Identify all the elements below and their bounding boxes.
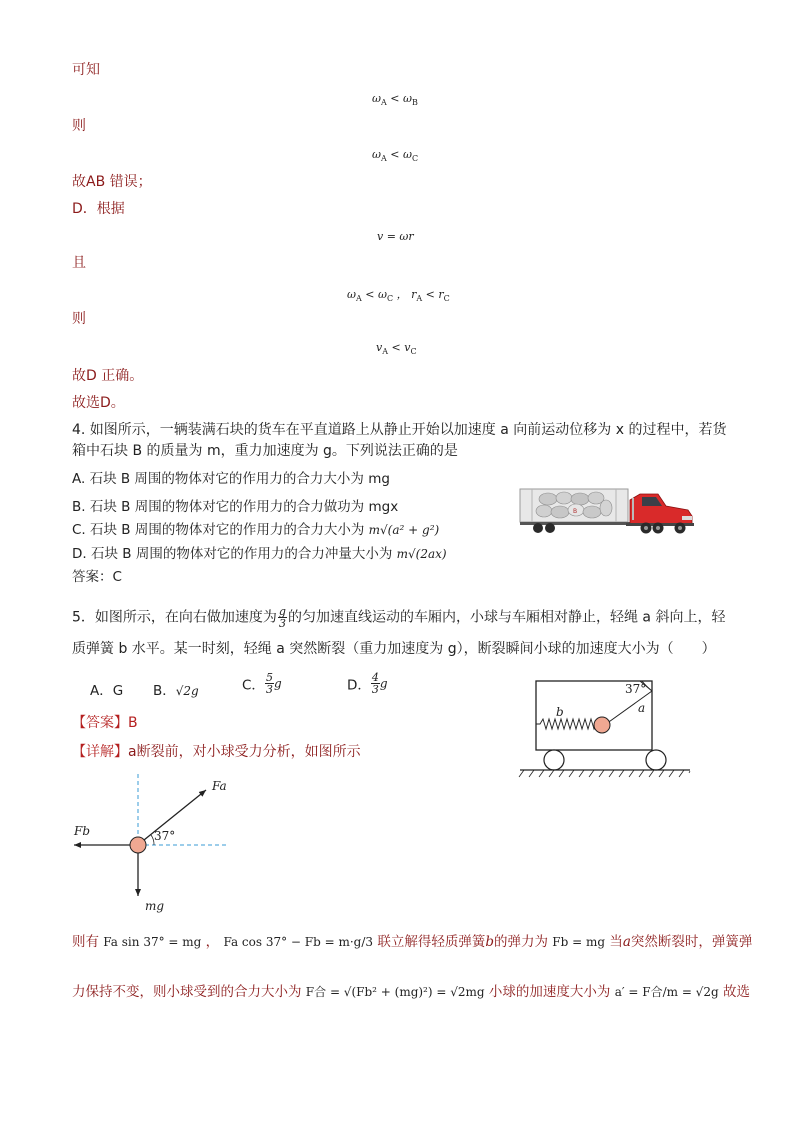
solution-text-line: 故选D。 <box>72 395 125 411</box>
force-ball <box>130 837 146 853</box>
equation-omega-a-lt-omega-c: $\omega_A < \omega_C$ <box>372 148 419 163</box>
q4-option-b: B. 石块 B 周围的物体对它的作用力的合力做功为 mgx <box>72 499 399 515</box>
q4-option-d-text: D. 石块 B 周围的物体对它的作用力的合力冲量大小为 <box>72 546 393 562</box>
equation-vertical-balance: Fa sin 37° = mg <box>103 935 202 949</box>
cart-wheel <box>544 750 564 770</box>
cart-wheel <box>646 750 666 770</box>
equation-spring-force: Fb = mg <box>552 935 606 949</box>
trailer-wheel <box>533 523 543 533</box>
solution-text-line: 则 <box>72 118 86 134</box>
q5-option-a: A．G <box>90 683 124 699</box>
solution-text-line: 故AB 错误； <box>72 174 152 190</box>
ball <box>594 717 610 733</box>
q5-option-d: D． $\frac{4}{3}$ g <box>347 671 388 696</box>
q4-stem-line: 4. 如图所示，一辆装满石块的货车在平直道路上从静止开始以加速度 a 向前运动位移为 x 的过程中，若货 <box>72 422 727 438</box>
solution-text-line: 故D 正确。 <box>72 368 144 384</box>
q5-detail-text: a断裂前，对小球受力分析，如图所示 <box>128 744 361 760</box>
q5-solution-line2: 力保持不变，则小球受到的合力大小为 F合 = √(Fb² + (mg)²) = √2mg 小球的加速度大小为 a′ = F合/m = √2g 故选 <box>72 984 750 1000</box>
q5-detail-label: 【详解】 <box>72 744 128 760</box>
q4-answer: 答案：C <box>72 569 122 585</box>
q4-option-d-formula: m√(2ax) <box>396 547 447 561</box>
q5-stem-line2: 质弹簧 b 水平。某一时刻，轻绳 a 突然断裂（重力加速度为 g），断裂瞬间小球的加速度大小为（ ） <box>72 641 716 657</box>
q4-option-a: A. 石块 B 周围的物体对它的作用力的合力大小为 mg <box>72 471 390 487</box>
q4-option-c-formula: m√(a² + g²) <box>368 523 440 537</box>
equation-net-force: F合 = √(Fb² + (mg)²) = √2mg <box>305 985 485 999</box>
equation-omega-a-lt-omega-b: $\omega_A < \omega_B$ <box>372 92 418 107</box>
q5-stem-a: 5．如图所示，在向右做加速度为 <box>72 609 277 626</box>
equation-omega-r-comparison: $\omega_A < \omega_C$ ， $r_A < r_C$ <box>347 288 450 303</box>
q5-stem-b: 的匀加速直线运动的车厢内，小球与车厢相对静止，轻绳 a 斜向上，轻 <box>287 609 726 626</box>
q4-option-c-text: C. 石块 B 周围的物体对它的作用力的合力大小为 <box>72 522 365 538</box>
solution-text-line: D．根据 <box>72 201 125 217</box>
solution-text-line: 且 <box>72 255 86 271</box>
q4-option-d <box>72 544 447 564</box>
q4-option-c <box>72 520 439 540</box>
truck-illustration <box>518 486 696 536</box>
cart-diagram <box>518 678 696 780</box>
q5-answer: 【答案】B <box>72 715 138 731</box>
force-fa-label: Fa <box>212 779 227 793</box>
truck-cab <box>630 494 692 525</box>
q5-stem-fraction: $\frac{g}{3}$ <box>278 605 286 630</box>
equation-acceleration: a′ = F合/m = √2g <box>614 985 719 999</box>
q5-stem-line1 <box>72 606 725 629</box>
q5-detail-line <box>72 742 361 762</box>
trailer-wheel <box>545 523 555 533</box>
q4-stem-line: 箱中石块 B 的质量为 m，重力加速度为 g。下列说法正确的是 <box>72 443 458 459</box>
rope-a-label: a <box>638 701 646 715</box>
q5-option-c: C． $\frac{5}{3}$ g <box>242 671 282 696</box>
stone-b-label: B <box>573 508 578 515</box>
q5-solution-line1: 则有 Fa sin 37° = mg ， Fa cos 37° − Fb = m·g/3 联立解得轻质弹簧b的弹力为 Fb = mg 当a突然断裂时，弹簧弹 <box>72 934 753 950</box>
force-angle-label: 37° <box>154 829 176 843</box>
equation-va-lt-vc: $v_A < v_C$ <box>376 341 417 356</box>
force-fb-label: Fb <box>74 824 91 838</box>
ground-hatching <box>519 770 690 777</box>
spring-b-label: b <box>556 705 564 719</box>
solution-text-line: 可知 <box>72 62 100 78</box>
force-mg-label: mg <box>145 899 165 913</box>
q5-option-b-value: √2g <box>175 684 199 698</box>
solution-text-line: 则 <box>72 311 86 327</box>
equation-v-omega-r: v = ωr <box>377 230 414 243</box>
cart-angle-label: 37° <box>625 682 647 696</box>
equation-horizontal-newton: Fa cos 37° − Fb = m·g/3 <box>223 935 374 949</box>
q5-option-b: B．√2g <box>153 683 199 699</box>
force-diagram <box>70 772 232 918</box>
